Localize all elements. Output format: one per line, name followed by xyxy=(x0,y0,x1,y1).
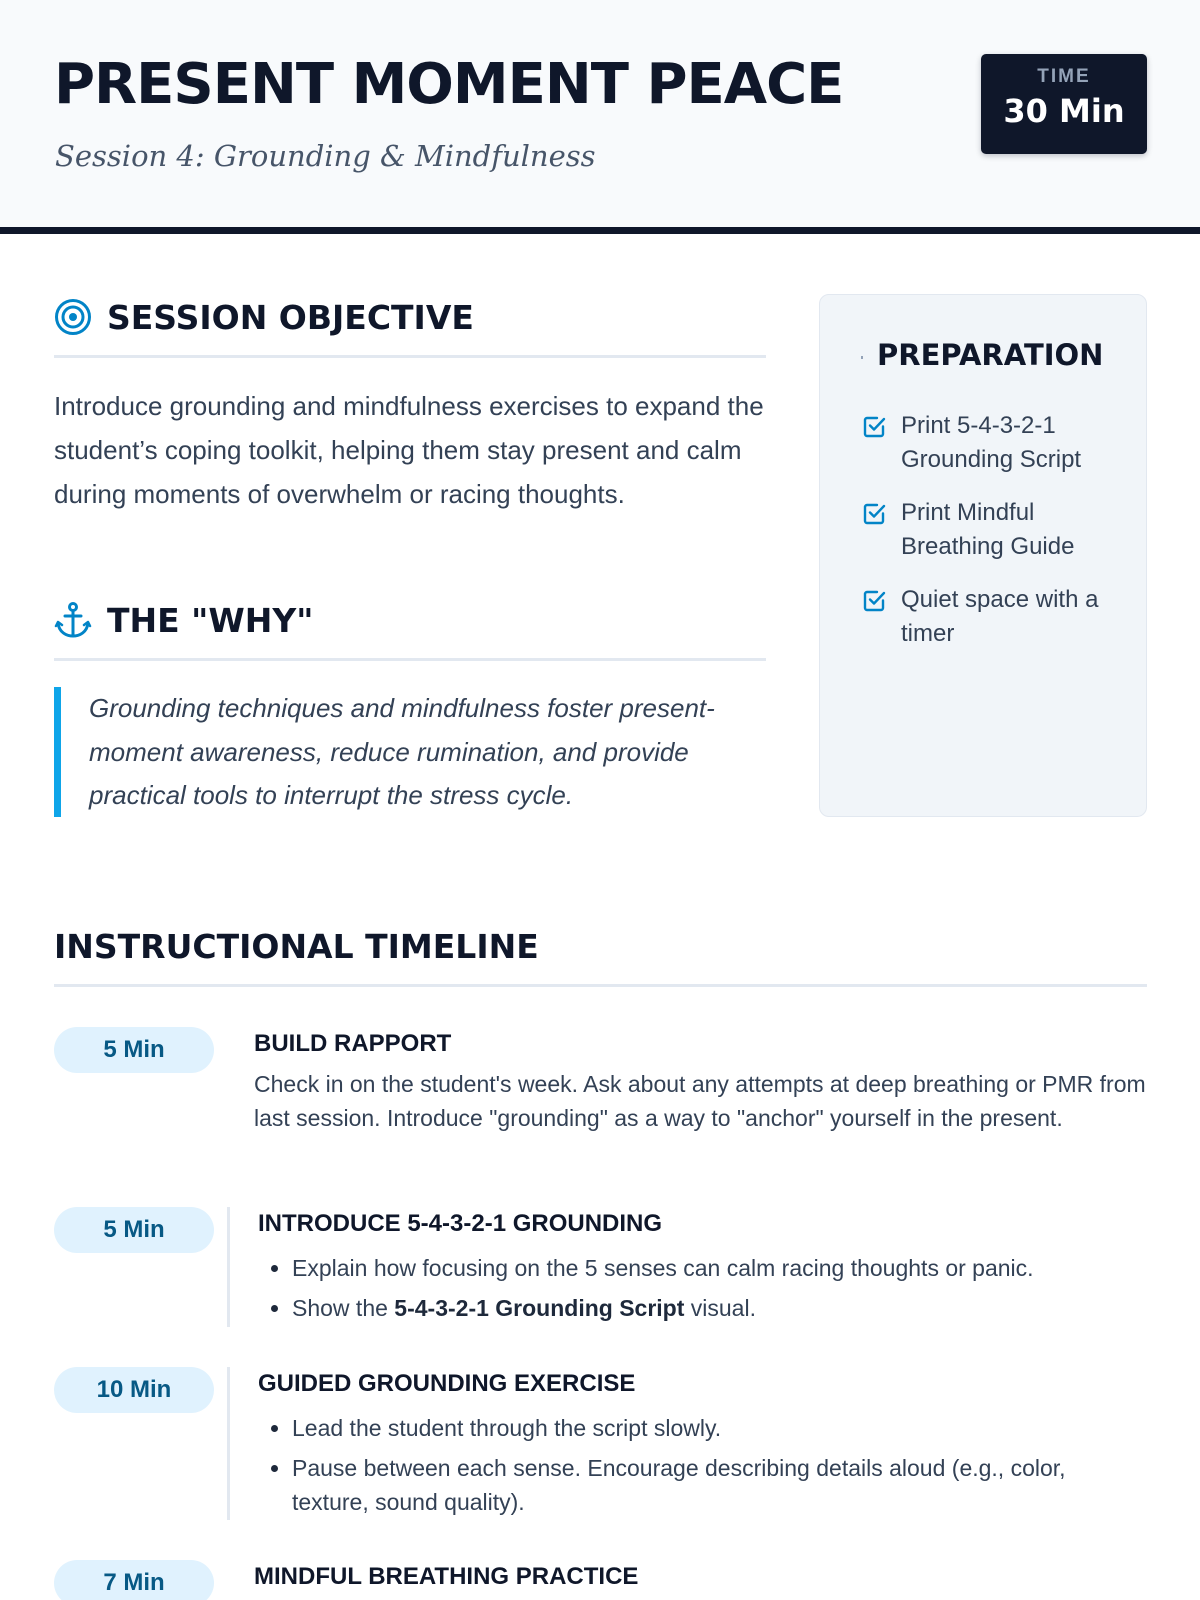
script-name: 5-4-3-2-1 Grounding Script xyxy=(394,1295,685,1321)
preparation-item-label: Quiet space with a timer xyxy=(901,586,1099,647)
time-badge xyxy=(981,54,1147,154)
duration-pill: 10 Min xyxy=(54,1367,214,1413)
step-title: MINDFUL BREATHING PRACTICE xyxy=(254,1563,639,1590)
objective-heading-label: SESSION OBJECTIVE xyxy=(107,298,474,337)
step-bullets xyxy=(258,1251,1127,1325)
page-header xyxy=(0,0,1200,234)
preparation-item-label: Print 5-4-3-2-1 Grounding Script xyxy=(901,412,1082,473)
target-icon xyxy=(54,298,92,336)
step-title: GUIDED GROUNDING EXERCISE xyxy=(258,1370,636,1397)
duration-pill: 7 Min xyxy=(54,1560,214,1600)
timeline-heading xyxy=(54,926,1147,987)
checkbox-icon xyxy=(862,588,887,613)
step-bullet: • Explain how focusing on the 5 senses can calm racing thoughts or panic. xyxy=(292,1251,1127,1285)
step-title: INTRODUCE 5-4-3-2-1 GROUNDING xyxy=(258,1210,663,1237)
step-bullet: • Lead the student through the script slowly. xyxy=(292,1411,1127,1445)
timeline-step xyxy=(254,1562,1154,1592)
checkbox-icon xyxy=(862,414,887,439)
preparation-card xyxy=(819,294,1147,817)
step-title: BUILD RAPPORT xyxy=(254,1030,452,1057)
timeline-heading-label: INSTRUCTIONAL TIMELINE xyxy=(54,927,539,966)
session-subtitle: Session 4: Grounding & Mindfulness xyxy=(55,139,596,173)
preparation-bullet-icon xyxy=(861,356,863,359)
preparation-item-label: Print Mindful Breathing Guide xyxy=(901,499,1075,560)
objective-heading xyxy=(54,294,766,358)
step-bullet: • Pause between each sense. Encourage describing details aloud (e.g., color, texture, sound quality). xyxy=(292,1451,1127,1519)
step-bullet: • Show the 5-4-3-2-1 Grounding Script visual. xyxy=(292,1291,1127,1325)
why-heading-label: THE "WHY" xyxy=(107,601,314,640)
checkbox-icon xyxy=(862,501,887,526)
objective-text: Introduce grounding and mindfulness exercises to expand the student’s coping toolkit, helping them stay present and calm during moments of overwhelm or racing thoughts. xyxy=(54,391,764,509)
duration-pill: 5 Min xyxy=(54,1027,214,1073)
timeline-step xyxy=(227,1367,1127,1520)
duration-pill: 5 Min xyxy=(54,1207,214,1253)
time-value: 30 Min xyxy=(1003,92,1125,130)
timeline-step xyxy=(227,1207,1127,1327)
time-label: TIME xyxy=(1037,66,1091,87)
preparation-heading: PREPARATION xyxy=(877,338,1104,372)
why-heading xyxy=(54,597,766,661)
page-title: PRESENT MOMENT PEACE xyxy=(54,52,844,117)
timeline-step xyxy=(254,1029,1154,1135)
anchor-icon xyxy=(54,601,92,639)
why-quote: Grounding techniques and mindfulness foster present-moment awareness, reduce rumination, and provide practical tools to interrupt the stress cycle. xyxy=(54,687,766,817)
step-description: Check in on the student's week. Ask about any attempts at deep breathing or PMR from last session. Introduce "grounding" as a way to "anchor" yourself in the present. xyxy=(254,1071,1146,1131)
step-bullets xyxy=(258,1411,1127,1519)
